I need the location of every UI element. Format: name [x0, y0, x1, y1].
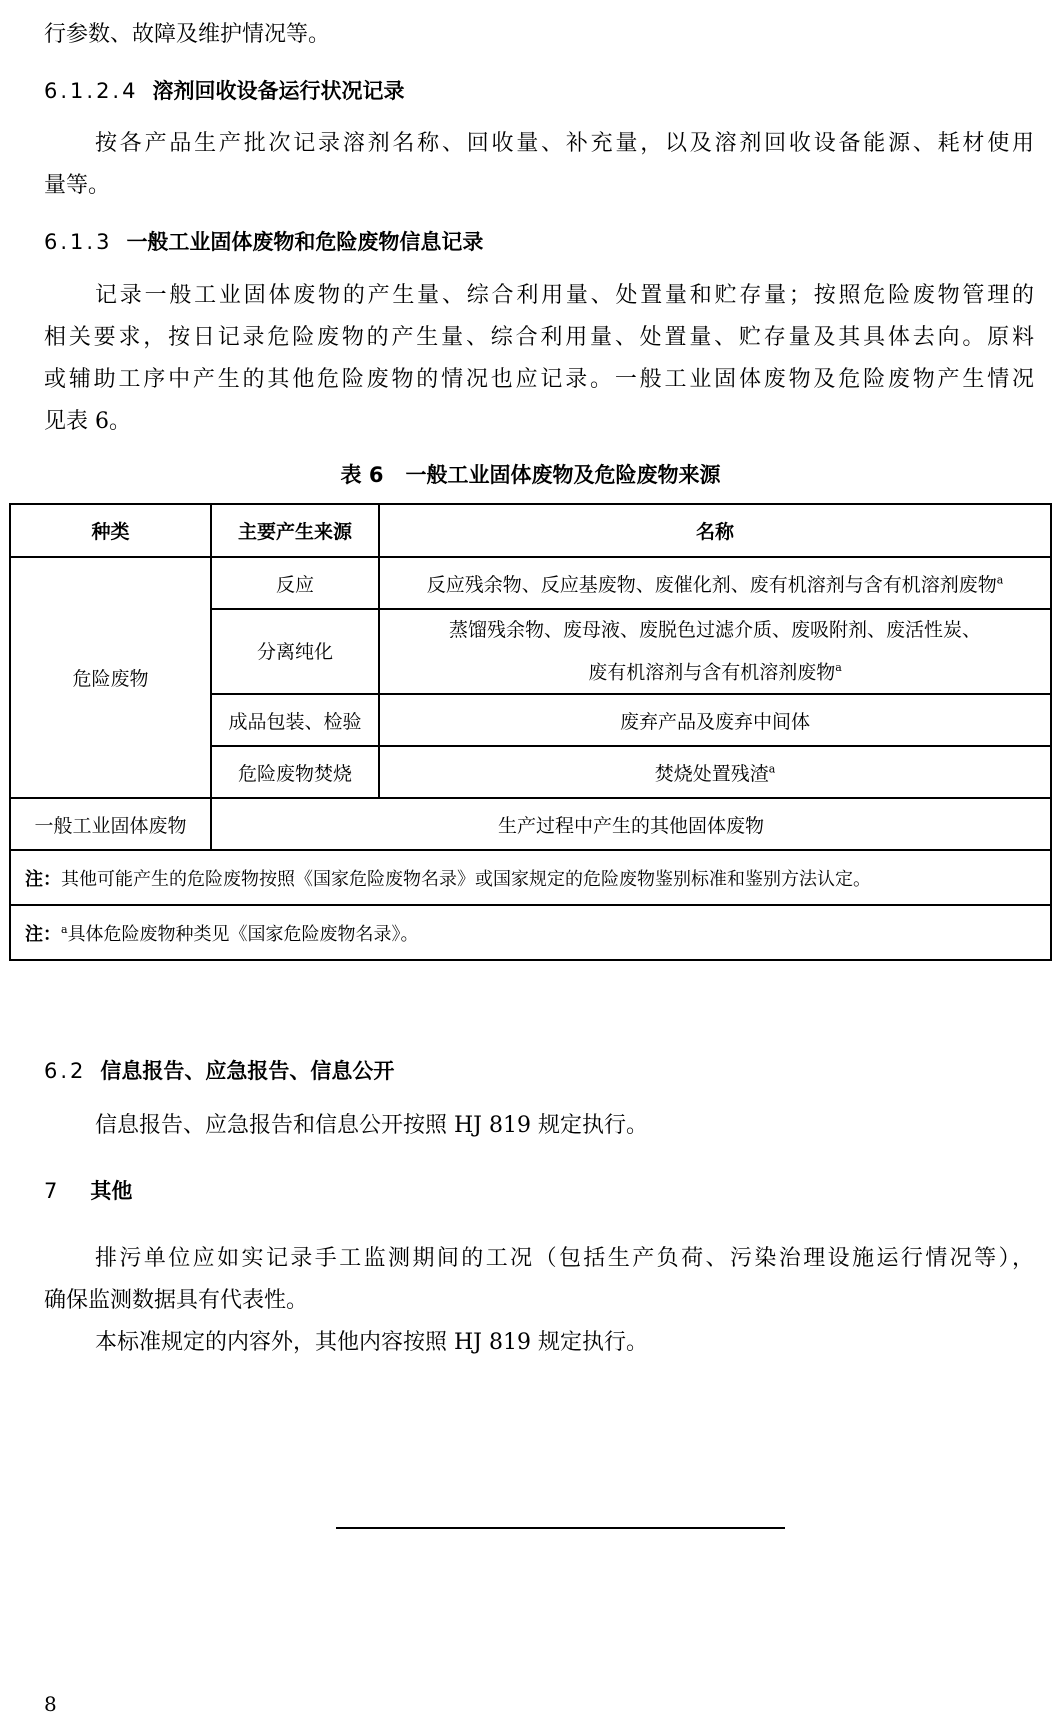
paragraph-line: 本标准规定的内容外，其他内容按照 HJ 819 规定执行。 — [95, 1330, 648, 1355]
section-number: 6.2 — [44, 1059, 87, 1083]
section-title: 其他 — [90, 1179, 133, 1203]
table-caption — [0, 459, 1061, 489]
category-general: 一般工业固体废物 — [10, 798, 211, 850]
table-note: 注：其他可能产生的危险废物按照《国家危险废物名录》或国家规定的危险废物鉴别标准和鉴别方法认定。 — [10, 850, 1051, 905]
table-row — [10, 557, 1051, 609]
table-caption-title: 一般工业固体废物及危险废物来源 — [405, 463, 721, 487]
section-title: 溶剂回收设备运行状况记录 — [152, 79, 405, 103]
table-note-row — [10, 905, 1051, 960]
source-cell: 分离纯化 — [211, 609, 379, 694]
name-cell: 废弃产品及废弃中间体 — [379, 694, 1051, 746]
name-cell: 生产过程中产生的其他固体废物 — [211, 798, 1051, 850]
paragraph-line: 信息报告、应急报告和信息公开按照 HJ 819 规定执行。 — [95, 1113, 648, 1138]
section-heading-6-1-3 — [44, 229, 483, 255]
footnote-mark: a — [835, 661, 842, 675]
paragraph-line: 排污单位应如实记录手工监测期间的工况（包括生产负荷、污染治理设施运行情况等）， — [95, 1246, 1034, 1271]
section-heading-6-1-2-4 — [44, 78, 404, 104]
table-caption-number: 表 6 — [340, 463, 384, 487]
section-heading-7 — [44, 1178, 132, 1204]
section-title: 一般工业固体废物和危险废物信息记录 — [126, 230, 484, 254]
paragraph-line: 确保监测数据具有代表性。 — [44, 1288, 309, 1313]
table-note-row — [10, 850, 1051, 905]
source-cell: 反应 — [211, 557, 379, 609]
paragraph-continuation: 行参数、故障及维护情况等。 — [44, 22, 331, 47]
header-name: 名称 — [379, 504, 1051, 557]
end-rule — [336, 1527, 785, 1529]
name-cell: 焚烧处置残渣$^a$ — [379, 746, 1051, 798]
paragraph-line: 或辅助工序中产生的其他危险废物的情况也应记录。一般工业固体废物及危险废物产生情况 — [44, 367, 1034, 392]
source-cell: 成品包装、检验 — [211, 694, 379, 746]
table-row — [10, 798, 1051, 850]
footnote-mark: a — [996, 573, 1004, 587]
waste-source-table — [9, 503, 1052, 961]
paragraph-line: 量等。 — [44, 173, 111, 198]
section-heading-6-2 — [44, 1058, 394, 1084]
page-number: 8 — [44, 1692, 57, 1716]
table-header-row — [10, 504, 1051, 557]
footnote-mark: a — [768, 762, 776, 776]
name-cell: 蒸馏残余物、废母液、废脱色过滤介质、废吸附剂、废活性炭、 废有机溶剂与含有机溶剂废物$^a$ — [379, 609, 1051, 694]
paragraph-line: 见表 6。 — [44, 409, 131, 434]
table-note: 注：$^a$具体危险废物种类见《国家危险废物名录》。 — [10, 905, 1051, 960]
section-number: 7 — [44, 1179, 61, 1203]
paragraph-line: 相关要求，按日记录危险废物的产生量、综合利用量、处置量、贮存量及其具体去向。原料 — [44, 325, 1034, 350]
source-cell: 危险废物焚烧 — [211, 746, 379, 798]
paragraph-line: 记录一般工业固体废物的产生量、综合利用量、处置量和贮存量；按照危险废物管理的 — [95, 283, 1034, 308]
section-number: 6.1.3 — [44, 230, 113, 254]
category-hazardous: 危险废物 — [10, 557, 211, 798]
name-cell: 反应残余物、反应基废物、废催化剂、废有机溶剂与含有机溶剂废物$^a$ — [379, 557, 1051, 609]
section-title: 信息报告、应急报告、信息公开 — [100, 1059, 395, 1083]
header-category: 种类 — [10, 504, 211, 557]
paragraph-line: 按各产品生产批次记录溶剂名称、回收量、补充量，以及溶剂回收设备能源、耗材使用 — [95, 131, 1034, 156]
header-source: 主要产生来源 — [211, 504, 379, 557]
section-number: 6.1.2.4 — [44, 79, 139, 103]
